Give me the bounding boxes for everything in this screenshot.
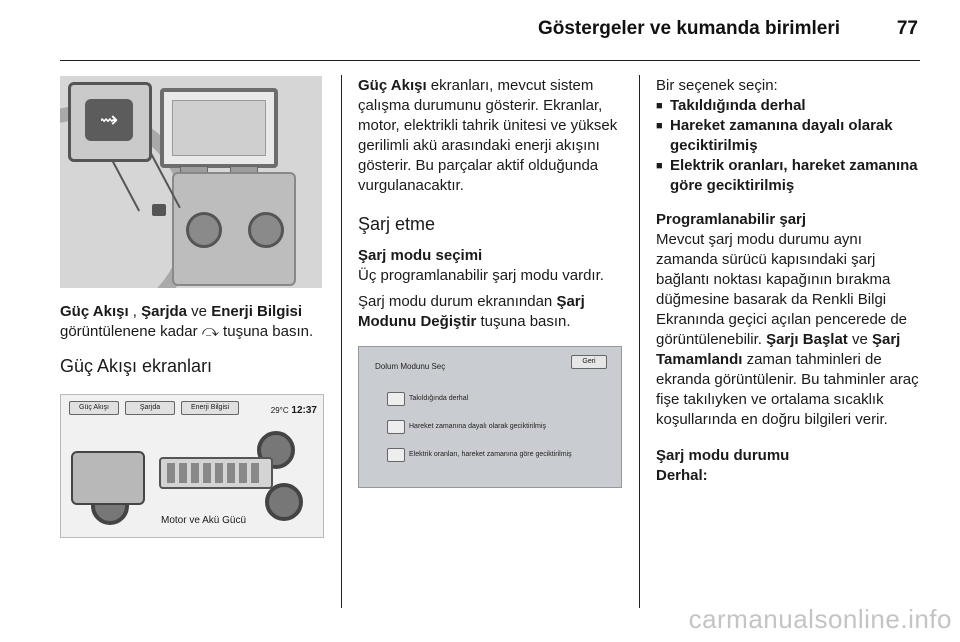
subheading-mode-status: Şarj modu durumu bbox=[656, 447, 790, 464]
power-screen-caption: Motor ve Akü Gücü bbox=[161, 515, 247, 526]
programmable-paragraph: Mevcut şarj modu durumu aynı zamanda sürücü kapısındaki şarj bağlantı noktası kapağının bırakma düğmesine basarak da Renkli Bilgi Ekranında geçici açılan pencerede de görüntülenebilir. Şarjı Başlat ve Şarj Tamamlandı zaman tahminleri de ekranda görüntülenir. Bu tahminler araç fişe takılıyken ve ortalama sıcaklık koşullarında en doğru bilgileri verir. bbox=[656, 231, 919, 428]
button-zoom-callout bbox=[68, 82, 152, 162]
subheading-mode-selection: Şarj modu seçimi bbox=[358, 247, 483, 264]
section-heading-power-flow: Güç Akışı ekranları bbox=[60, 356, 213, 376]
section-heading-charging: Şarj etme bbox=[358, 214, 436, 234]
column-3 bbox=[656, 76, 924, 486]
page-title: Göstergeler ve kumanda birimleri bbox=[537, 18, 840, 39]
mode-change-paragraph: Şarj modu durum ekranından Şarj Modunu Değiştir tuşuna basın. bbox=[358, 293, 585, 330]
dialog-title: Dolum Modunu Seç bbox=[375, 362, 446, 371]
motor-icon bbox=[71, 451, 145, 505]
intro-paragraph: Güç Akışı , Şarjda ve Enerji Bilgisi görüntülenene kadar ⤼ tuşuna basın. bbox=[60, 303, 314, 340]
tab-power-flow: Güç Akışı bbox=[69, 401, 119, 415]
subheading-programmable: Programlanabilir şarj bbox=[656, 211, 807, 228]
tab-charging: Şarjda bbox=[125, 401, 175, 415]
wheel-icon bbox=[265, 483, 303, 521]
column-divider-2 bbox=[639, 75, 640, 608]
header-rule bbox=[60, 60, 920, 61]
power-flow-button-icon: ⇝ bbox=[85, 99, 133, 141]
page-number: 77 bbox=[896, 18, 918, 39]
watermark: carmanualsonline.info bbox=[688, 604, 952, 634]
dashboard-illustration bbox=[60, 76, 322, 288]
center-console bbox=[172, 172, 296, 286]
power-flow-description: Güç Akışı ekranları, mevcut sistem çalışma durumunu gösterir. Ekranlar, motor, elektrikli tahrik ünitesi ve yüksek gerilimli akü arasındaki enerji akışını gösterir. Bu parçalar aktif olduğunda vurgulanacaktır. bbox=[358, 77, 618, 194]
status-readout: 29°C 12:37 bbox=[270, 405, 317, 416]
list-item: ■ Takıldığında derhal bbox=[656, 96, 924, 116]
page-header bbox=[0, 0, 960, 62]
power-flow-screen bbox=[60, 394, 324, 538]
power-flow-button-location bbox=[152, 204, 166, 216]
column-divider-1 bbox=[341, 75, 342, 608]
column-2 bbox=[358, 76, 626, 488]
info-display bbox=[160, 88, 278, 168]
back-button[interactable]: Geri bbox=[571, 355, 607, 369]
option-list bbox=[656, 96, 924, 196]
subheading-immediate: Derhal: bbox=[656, 467, 708, 484]
battery-icon bbox=[159, 457, 273, 489]
column-1 bbox=[60, 76, 325, 538]
choose-option-intro: Bir seçenek seçin: bbox=[656, 77, 778, 94]
dialog-option-delayed-departure[interactable]: Hareket zamanına dayalı olarak geciktirilmiş bbox=[387, 417, 546, 437]
tab-energy-info: Enerji Bilgisi bbox=[181, 401, 239, 415]
mode-count-paragraph: Üç programlanabilir şarj modu vardır. bbox=[358, 267, 604, 284]
power-flow-icon: ⤼ bbox=[201, 323, 219, 340]
dialog-option-immediate[interactable]: Takıldığında derhal bbox=[387, 389, 468, 409]
charge-mode-dialog bbox=[358, 346, 622, 488]
dialog-option-delayed-rates[interactable]: Elektrik oranları, hareket zamanına göre geciktirilmiş bbox=[387, 445, 572, 465]
list-item: ■ Elektrik oranları, hareket zamanına göre geciktirilmiş bbox=[656, 156, 924, 196]
list-item: ■ Hareket zamanına dayalı olarak geciktirilmiş bbox=[656, 116, 924, 156]
